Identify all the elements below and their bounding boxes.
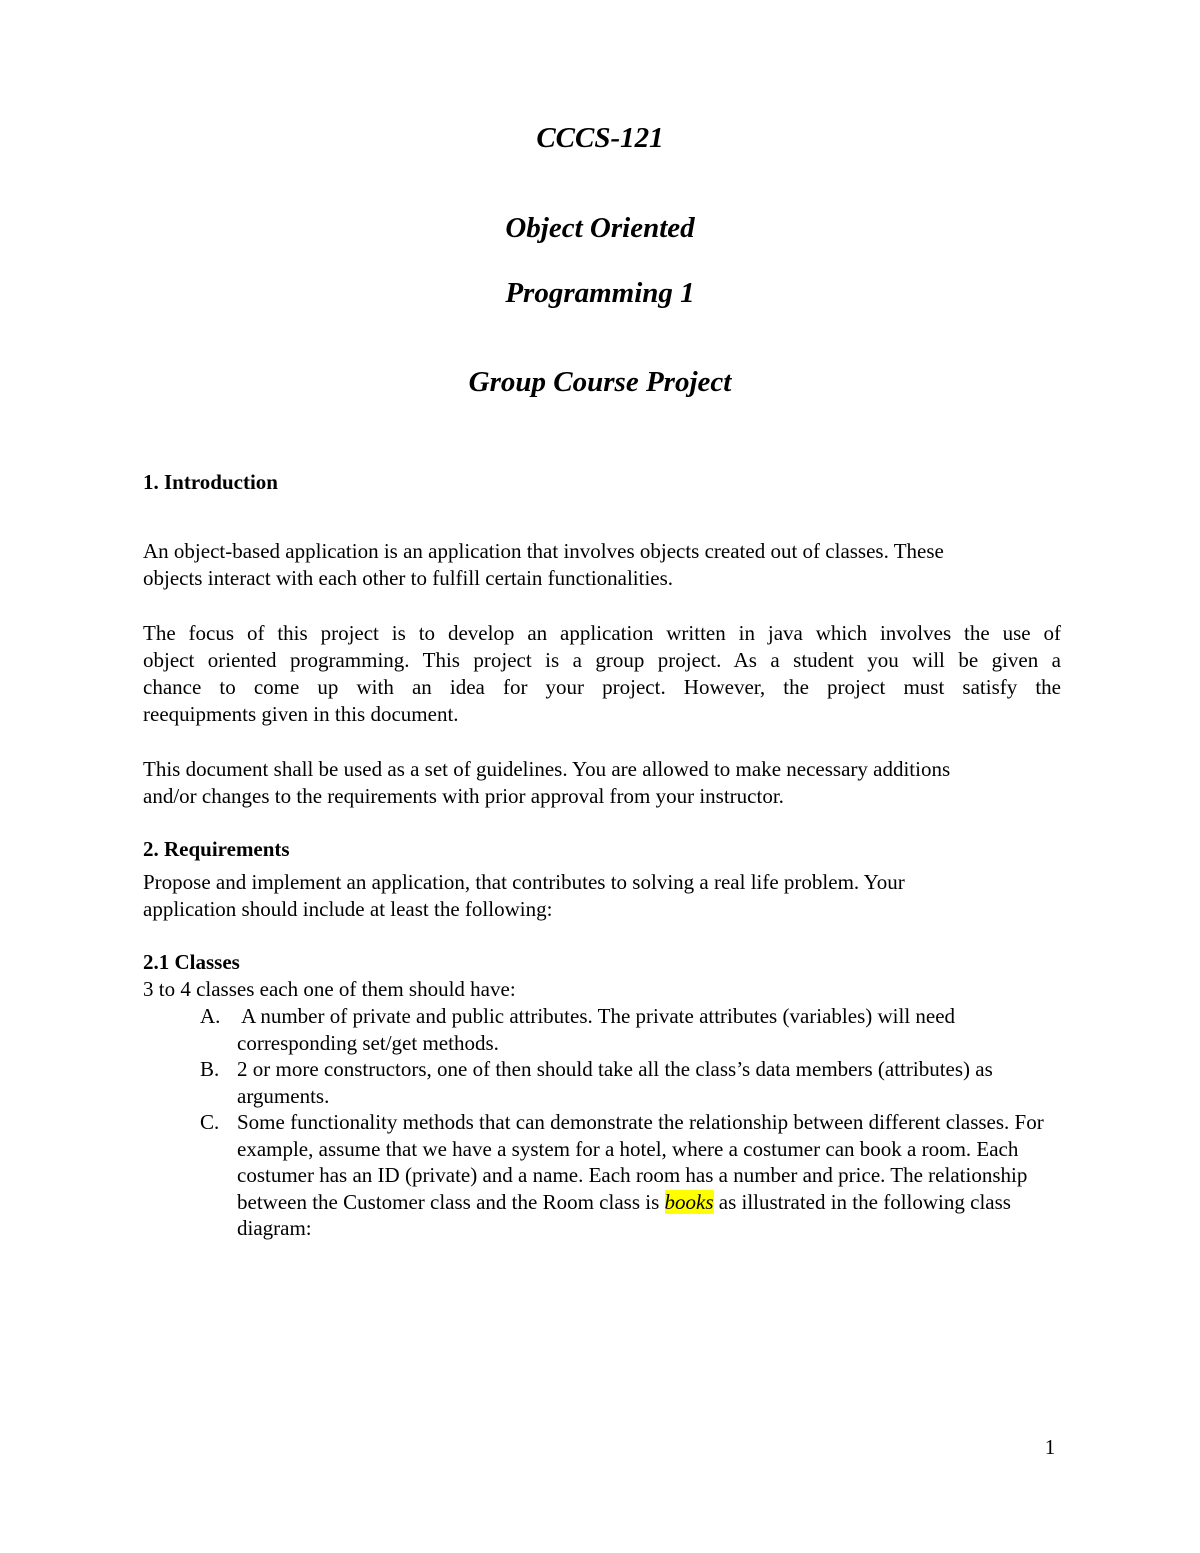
page-number: 1 — [1044, 1435, 1056, 1459]
list-line-start: between the Customer class and the Room class is — [237, 1189, 665, 1214]
paragraph-line: objects interact with each other to fulfill certain functionalities. — [143, 566, 674, 590]
course-code-title: CCCS-121 — [536, 122, 664, 154]
paragraph-line: This document shall be used as a set of guidelines. You are allowed to make necessary additions — [143, 757, 951, 781]
list-line: corresponding set/get methods. — [237, 1030, 499, 1055]
list-line-end: as illustrated in the following class — [713, 1189, 1011, 1214]
classes-subheading: 2.1 Classes — [143, 950, 240, 974]
paragraph-line: An object-based application is an application that involves objects created out of classes. These — [143, 539, 944, 563]
classes-intro — [143, 976, 1061, 1003]
introduction-paragraph-1 — [143, 538, 1061, 592]
paragraph-line: The focus of this project is to develop an application written in java which involves the use of — [143, 621, 1061, 645]
paragraph-line: and/or changes to the requirements with prior approval from your instructor. — [143, 784, 784, 808]
paragraph-line: object oriented programming. This project is a group project. As a student you will be given a — [143, 648, 1061, 672]
requirements-paragraph — [143, 869, 1061, 923]
list-line: example, assume that we have a system for a hotel, where a costumer can book a room. Each — [237, 1136, 1019, 1161]
paragraph-line: 3 to 4 classes each one of them should have: — [143, 977, 516, 1001]
list-item-body — [237, 1003, 1157, 1056]
paragraph-line: application should include at least the following: — [143, 897, 553, 921]
list-item-body — [237, 1056, 1157, 1109]
introduction-paragraph-3 — [143, 756, 1061, 810]
list-marker: B. — [200, 1057, 220, 1081]
paragraph-line: chance to come up with an idea for your project. However, the project must satisfy the — [143, 675, 1061, 699]
list-marker: A. — [200, 1004, 221, 1028]
list-line: 2 or more constructors, one of then should take all the class’s data members (attributes) as — [237, 1057, 993, 1081]
list-line: diagram: — [237, 1216, 312, 1240]
introduction-heading: 1. Introduction — [143, 470, 278, 494]
list-line: costumer has an ID (private) and a name. Each room has a number and price. The relationship — [237, 1163, 1028, 1187]
course-title-line-1: Object Oriented — [505, 212, 695, 244]
list-marker: C. — [200, 1110, 220, 1134]
list-line: A number of private and public attributes. The private attributes (variables) will need — [237, 1004, 956, 1028]
requirements-heading: 2. Requirements — [143, 837, 290, 861]
list-item-body — [237, 1109, 1157, 1242]
paragraph-line: Propose and implement an application, that contributes to solving a real life problem. Your — [143, 870, 905, 894]
list-line: Some functionality methods that can demonstrate the relationship between different classes. For — [237, 1110, 1044, 1134]
project-subtitle: Group Course Project — [468, 366, 732, 398]
highlighted-word-books: books — [664, 1189, 714, 1214]
list-line: arguments. — [237, 1083, 330, 1108]
introduction-paragraph-2 — [143, 620, 1061, 728]
course-title-line-2: Programming 1 — [505, 277, 695, 309]
list-line-with-highlight — [237, 1189, 1157, 1216]
paragraph-line: reequipments given in this document. — [143, 702, 459, 726]
